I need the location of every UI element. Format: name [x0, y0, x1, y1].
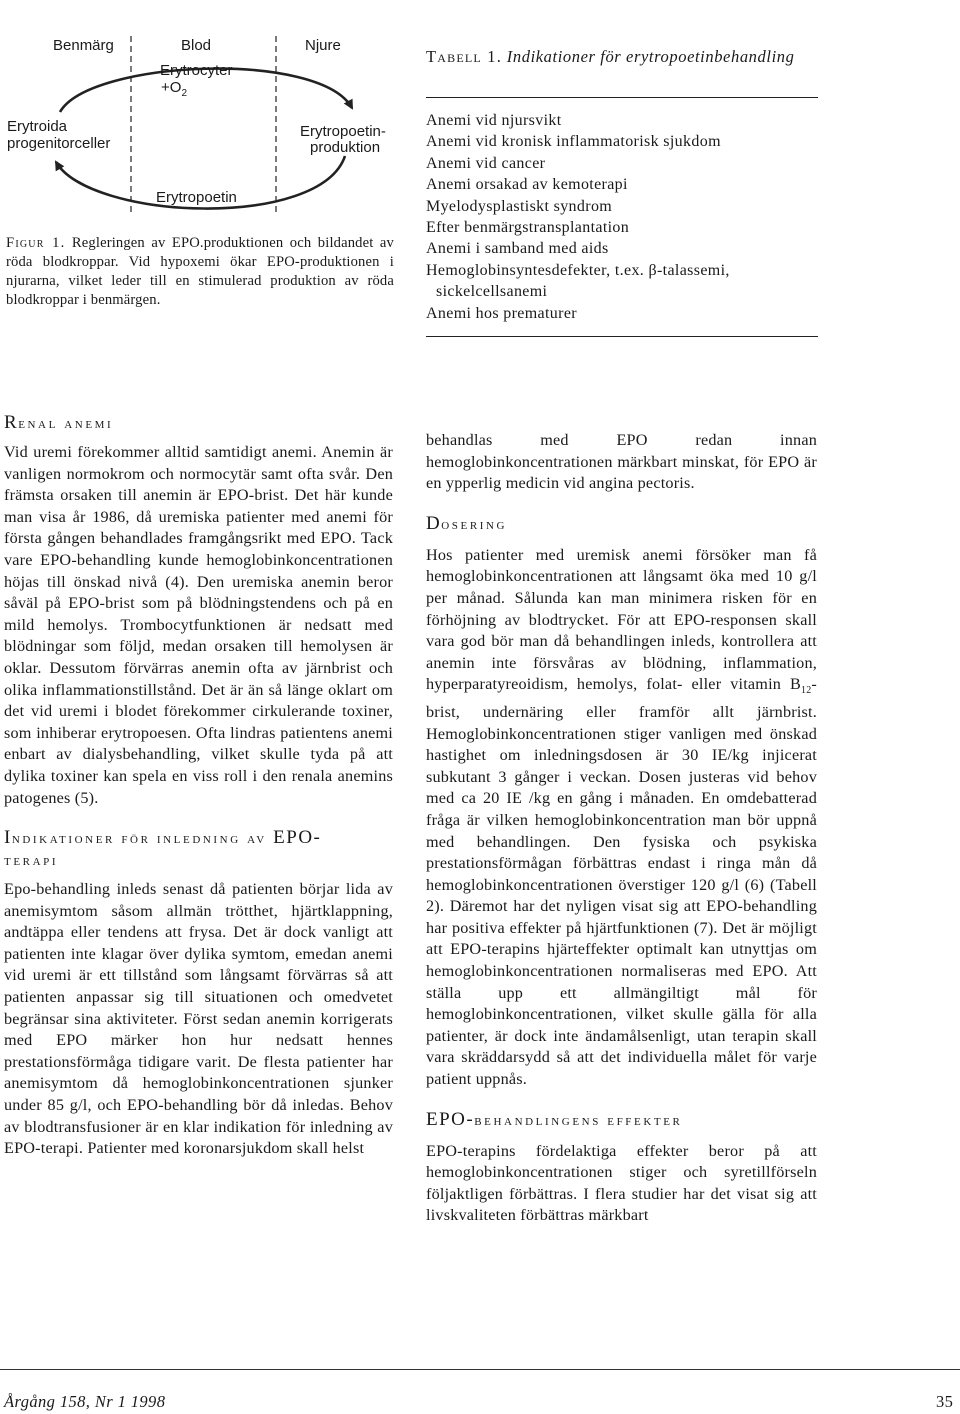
table-row: Anemi hos prematurer	[426, 304, 577, 322]
table-rule-bottom	[426, 336, 818, 337]
paragraph-epo-effekter: EPO-terapins fördelaktiga effekter beror på att hemoglobinkoncentrationen stiger och syretillförseln följaktligen förbättras. I flera studier har det visat sig att livskvaliteten förbättras märkbart	[426, 1141, 817, 1225]
label-erytrocyter: Erytrocyter	[160, 62, 233, 79]
heading-dosering: Dosering	[426, 512, 508, 534]
label-njure: Njure	[305, 37, 341, 54]
table-row: Anemi vid cancer	[426, 154, 546, 172]
table-title-text: Indikationer för erytropoetinbehandling	[506, 47, 795, 66]
label-benmarg: Benmärg	[53, 37, 114, 54]
label-o2: $+O_2$	[161, 79, 187, 99]
table-label: Tabell 1.	[426, 47, 503, 66]
table-row: Anemi i samband med aids	[426, 240, 609, 258]
table-rule-top	[426, 97, 818, 98]
table-row: Anemi vid kronisk inflammatorisk sjukdom	[426, 133, 721, 151]
left-column	[4, 412, 393, 1160]
footer-page-number: 35	[936, 1392, 954, 1411]
heading-epo-effekter: EPO-behandlingens effekter	[426, 1108, 683, 1130]
label-blod: Blod	[181, 37, 212, 54]
label-erytropoetin: Erytropoetin	[156, 189, 237, 206]
figure-caption	[6, 234, 394, 310]
paragraph-indikationer: Epo-behandling inleds senast då patienten börjar lida av anemisymtom såsom allmän trötthet, hjärtklappning, andtäppa eller tendens att frysa. Det är dock vanligt att patienten inte klagar över dylika symtom, emedan anemi vid uremi är ett tillstånd som långsamt förvärras så att patienten anpassar sig till situationen och omedvetet begränsar sina aktiviteter. Först sedan anemin korrigerats med EPO märker hon hur nedsatt hennes prestationsförmåga tidigare varit. De flesta patienter har anemisymtom då hemoglobinkoncentrationen sjunker under 85 g/l, och EPO-behandling bör då inledas. Behov av blodtransfusioner är en klar indikation för inledning av EPO-terapi. Patienter med koronarsjukdom skall helst	[4, 880, 393, 1158]
paragraph-angina: behandlas med EPO redan innan hemoglobinkoncentrationen märkbart minskat, för EPO är en ypperlig medicin vid angina pectoris.	[426, 431, 817, 493]
right-column	[426, 430, 817, 1227]
figure-caption-text: Regleringen av EPO.produktionen och bildandet av röda blodkroppar. Vid hypoxemi ökar EPO-produktionen i njurarna, vilket leder till en stimulerad produktion av röda blodkroppar i benmärgen.	[6, 235, 394, 308]
table-row: Myelodysplastiskt syndrom	[426, 197, 613, 215]
table-row: Anemi orsakad av kemoterapi	[426, 176, 628, 194]
label-progenitorceller: progenitorceller	[7, 135, 111, 152]
paragraph-dosering: Hos patienter med uremisk anemi försöker man få hemoglobinkoncentrationen att långsamt öka med 10 g/l per månad. Sålunda kan man minimera risken för en förhöjning av blodtrycket. För att EPO-responsen skall vara god bör man då behandlingen inleds, kontrollera att anemin inte försvåras av blödning, inflammation, hyperparatyreoidism, hemolys, folat- eller vitamin $B_{12}$-brist, undernäring eller framför allt järnbrist. Hemoglobinkoncentrationen stiger vanligen med önskad hastighet om inledningsdosen är 30 IE/kg injicerat subkutant 3 gånger i veckan. Dosen justeras vid behov med ca 20 IE /kg en gång i månaden. En omdebatterad fråga är vilken hemoglobinkoncentration man bör uppnå med behandlingen. Den fysiska och psykiska prestationsförmågan förbättras endast i ringa mån då hemoglobinkoncentrationen överstiger 120 g/l (6) (Tabell 2). Däremot har det nyligen visat sig att EPO-behandling har positiva effekter på hjärtfunktionen (7). Det är möjligt att EPO-terapins hjärteffekter optimalt kan utnyttjas om hemoglobinkoncentrationen normaliseras med EPO. Att ställa upp ett allmängiltigt mål för hemoglobinkoncentrationen, vilket skulle gälla för alla patienter, är dock inte ändamålsenligt, utan terapin skall vara skräddarsydd så att det individuella målet för varje patient uppnås.	[426, 545, 817, 1089]
table-title	[426, 46, 818, 68]
label-epo-produktion-2: produktion	[310, 139, 381, 156]
footer-rule	[0, 1369, 960, 1370]
label-erytroida: Erytroida	[7, 118, 68, 135]
table-row: Efter benmärgstransplantation	[426, 219, 630, 237]
footer-journal: Årgång 158, Nr 1 1998	[4, 1392, 166, 1411]
label-epo-produktion-1: Erytropoetin-	[300, 123, 386, 140]
table-row: sickelcellsanemi	[436, 283, 548, 301]
paragraph-renal-anemi: Vid uremi förekommer alltid samtidigt anemi. Anemin är vanligen normokrom och normocytär samt ofta svår. Den främsta orsaken till anemin är EPO-brist. Det här kunde man visa år 1986, då uremiska patienter med anemi för första gången behandlades framgångsrikt med EPO. Tack vare EPO-behandling kunde hemoglobinkoncentrationen höjas till önskad nivå (4). Den uremiska anemin beror såväl på EPO-brist som på blödningstendens och på en mild hemolys. Trombocytfunktionen är nedsatt med blödningar som följd, medan orsaken till hemolysen är oklar. Dessutom förvärras anemin ofta av järnbrist och olika inflammationstillstånd. Det är än så länge oklart om det vid uremi i blodet förekommer cirkulerande toxiner, som inhiberar erytropoesen. Ofta lindras patientens anemi enbart av dialysbehandling, vilket skulle tyda på att dylika toxiner kan spela en viss roll i den renala anemins patogenes (5).	[4, 443, 393, 807]
heading-indikationer: Indikationer för inledning av EPO- terapi	[4, 827, 322, 870]
figure-caption-label: Figur 1.	[6, 235, 66, 251]
table-row: Hemoglobinsyntesdefekter, t.ex. β-talassemi,	[426, 261, 730, 279]
heading-renal-anemi: Renal anemi	[4, 412, 114, 433]
table-row: Anemi vid njursvikt	[426, 112, 562, 129]
table-list	[426, 110, 818, 324]
